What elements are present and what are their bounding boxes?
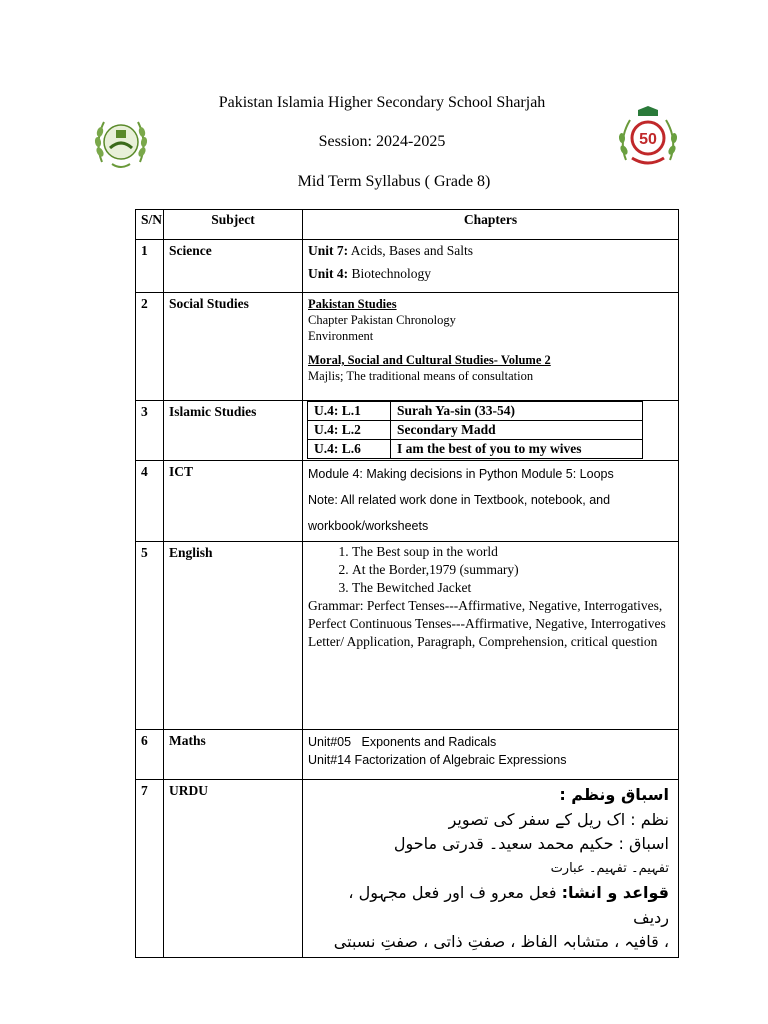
sn-cell: 4 <box>136 461 164 542</box>
syllabus-table <box>135 209 679 958</box>
writing-line: Letter/ Application, Paragraph, Comprehension, critical question <box>308 634 658 649</box>
table-row-social-studies <box>136 293 679 401</box>
chapter-line: Module 4: Making decisions in Python Module 5: Loops <box>308 467 614 481</box>
sn-cell: 6 <box>136 730 164 780</box>
grammar-line: Perfect Continuous Tenses---Affirmative, Negative, Interrogatives <box>308 616 666 631</box>
table-header-row <box>136 210 679 240</box>
urdu-grammar-label: قواعد و انشا: <box>561 883 669 902</box>
chapters-cell <box>303 293 679 401</box>
subject-cell: URDU <box>164 780 303 958</box>
chapter-line: Unit#05 Exponents and Radicals <box>308 735 497 749</box>
chapters-cell <box>303 240 679 293</box>
chapters-cell <box>303 730 679 780</box>
table-row-maths <box>136 730 679 780</box>
table-row <box>308 440 643 459</box>
english-lessons-list <box>308 543 673 597</box>
urdu-heading: اسباق ونظم : <box>559 785 669 804</box>
school-name: Pakistan Islamia Higher Secondary School Sharjah <box>218 94 546 111</box>
chapters-cell <box>303 780 679 958</box>
islamic-lessons-table <box>307 401 643 459</box>
subject-cell: ICT <box>164 461 303 542</box>
unit-cell: U.4: L.6 <box>308 440 391 459</box>
header-subject: Subject <box>164 210 303 240</box>
table-row <box>308 421 643 440</box>
unit-text: Acids, Bases and Salts <box>348 243 473 258</box>
subject-cell: English <box>164 542 303 730</box>
sn-cell: 5 <box>136 542 164 730</box>
table-row-islamic-studies <box>136 401 679 461</box>
urdu-content <box>308 783 673 955</box>
syllabus-title: Mid Term Syllabus ( Grade 8) <box>297 173 491 190</box>
chapter-line: Environment <box>308 329 374 343</box>
note-line: Note: All related work done in Textbook, notebook, and <box>308 493 611 507</box>
header-sn: S/N <box>136 210 164 240</box>
chapter-line: Majlis; The traditional means of consultation <box>308 369 534 383</box>
table-row-english <box>136 542 679 730</box>
list-item: 2. At the Border,1979 (summary) <box>352 561 673 579</box>
header-chapters: Chapters <box>303 210 679 240</box>
urdu-line: اسباق : حکیم محمد سعید۔ قدرتی ماحول <box>393 834 669 853</box>
unit-label: Unit 7: <box>308 243 349 258</box>
urdu-line: فعل معرو ف اور فعل مجہول ، ردیف <box>348 883 669 927</box>
logo-fifty-text: 50 <box>639 131 657 148</box>
table-row-ict <box>136 461 679 542</box>
subject-cell: Science <box>164 240 303 293</box>
table-row <box>308 402 643 421</box>
topic-cell: I am the best of you to my wives <box>391 440 643 459</box>
table-row-science <box>136 240 679 293</box>
sn-cell: 1 <box>136 240 164 293</box>
unit-label: Unit 4: <box>308 266 349 281</box>
urdu-line: ، قافیہ ، متشابہ الفاظ ، صفتِ ذاتی ، صفتِ نسبتی <box>333 932 669 951</box>
sn-cell: 2 <box>136 293 164 401</box>
urdu-line: نظم : اک ریل کے سفر کی تصویر <box>448 809 669 829</box>
section-heading: Pakistan Studies <box>308 297 397 311</box>
chapters-cell <box>303 542 679 730</box>
table-row-urdu <box>136 780 679 958</box>
chapter-line: Chapter Pakistan Chronology <box>308 313 456 327</box>
unit-cell: U.4: L.2 <box>308 421 391 440</box>
grammar-line: Grammar: Perfect Tenses---Affirmative, Negative, Interrogatives, <box>308 598 663 613</box>
urdu-line: تفہیم۔ تفہیم۔ عبارت <box>550 860 669 876</box>
section-heading: Moral, Social and Cultural Studies- Volume 2 <box>308 353 551 367</box>
list-item: 3. The Bewitched Jacket <box>352 579 673 597</box>
list-item: 1. The Best soup in the world <box>352 543 673 561</box>
note-line: workbook/worksheets <box>308 519 429 533</box>
topic-cell: Secondary Madd <box>391 421 643 440</box>
chapters-cell <box>303 461 679 542</box>
chapters-cell <box>303 401 679 461</box>
chapter-line: Unit#14 Factorization of Algebraic Expressions <box>308 753 567 767</box>
session-label: Session: 2024-2025 <box>318 133 446 150</box>
topic-cell: Surah Ya-sin (33-54) <box>391 402 643 421</box>
unit-text: Biotechnology <box>348 266 431 281</box>
subject-cell: Social Studies <box>164 293 303 401</box>
sn-cell: 7 <box>136 780 164 958</box>
subject-cell: Maths <box>164 730 303 780</box>
sn-cell: 3 <box>136 401 164 461</box>
unit-cell: U.4: L.1 <box>308 402 391 421</box>
subject-cell: Islamic Studies <box>164 401 303 461</box>
